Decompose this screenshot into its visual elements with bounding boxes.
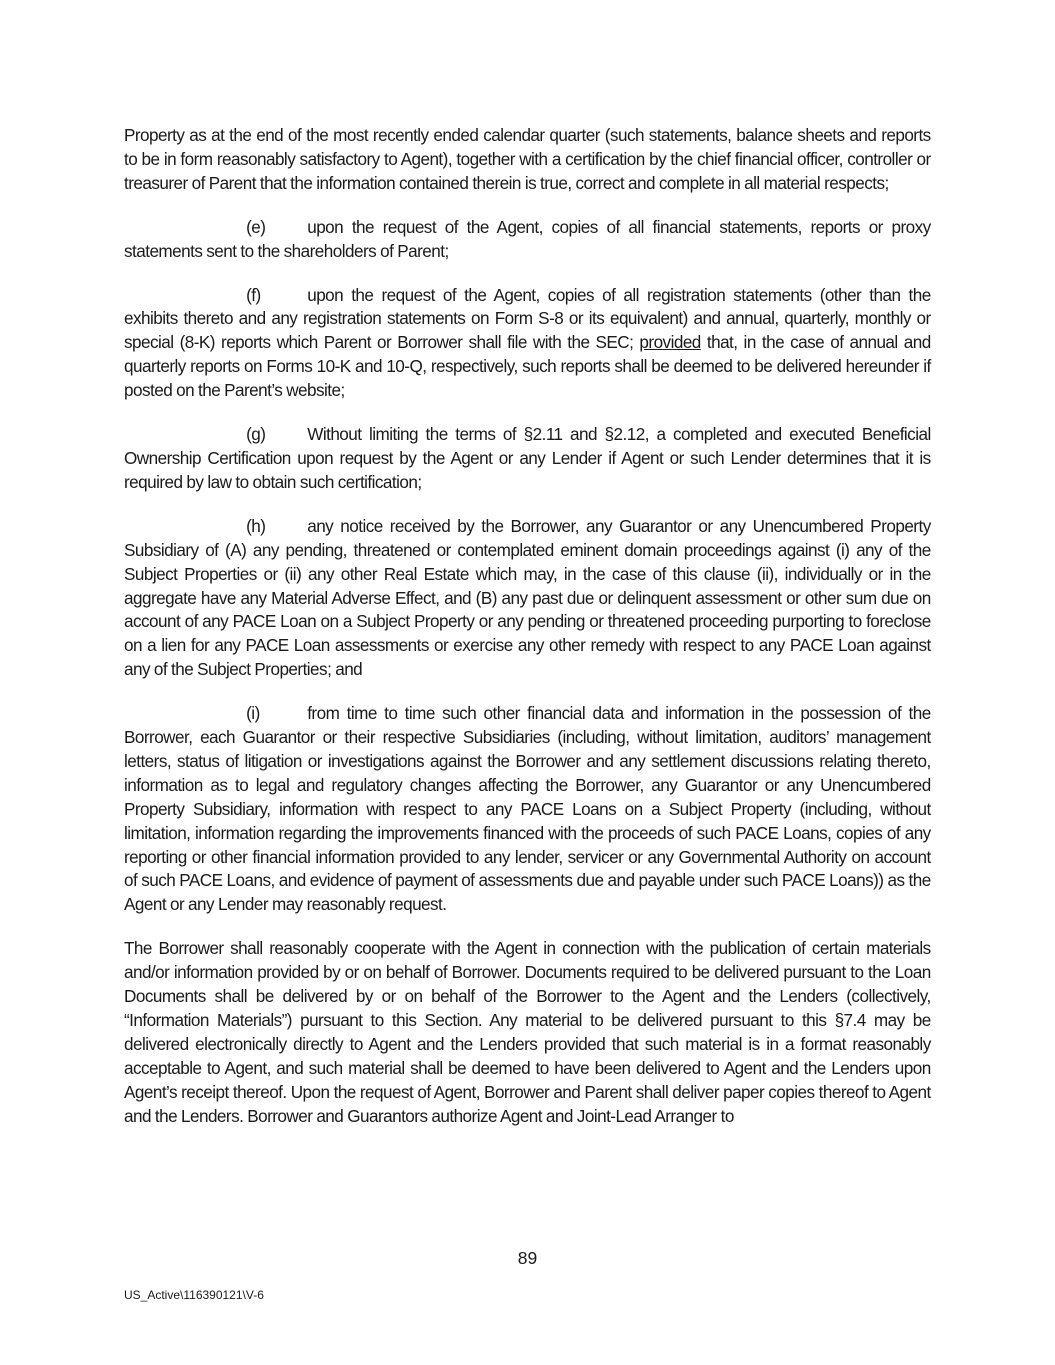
underlined-provided: provided [639, 332, 701, 353]
clause-e [124, 216, 931, 264]
document-page [124, 124, 931, 1129]
paragraph-continuation: Property as at the end of the most recently ended calendar quarter (such statements, balance sheets and reports to be in form reasonably satisfactory to Agent), together with a certification by the chief financial officer, controller or treasurer of Parent that the information contained therein is true, correct and complete in all material respects; [124, 125, 931, 193]
clause-f [124, 284, 931, 404]
clause-marker: (i) [246, 703, 260, 724]
clause-g [124, 423, 931, 495]
clause-text: any notice received by the Borrower, any Guarantor or any Unencumbered Property Subsidiary of (A) any pending, threatened or contemplated eminent domain proceedings against (i) any of the Subject Properties or (ii) any other Real Estate which may, in the case of this clause (ii), individually or in the aggregate have any Material Adverse Effect, and (B) any past due or delinquent assessment or other sum due on account of any PACE Loan on a Subject Property or any pending or threatened proceeding purporting to foreclose on a lien for any PACE Loan assessments or exercise any other remedy with respect to any PACE Loan against any of the Subject Properties; and [124, 515, 931, 680]
clause-text: from time to time such other financial data and information in the possession of the Borrower, each Guarantor or their respective Subsidiaries (including, without limitation, auditors’ management letters, status of litigation or investigations against the Borrower and any settlement discussions relating thereto, information as to legal and regulatory changes affecting the Borrower, any Guarantor or any Unencumbered Property Subsidiary, information with respect to any PACE Loans on a Subject Property (including, without limitation, information regarding the improvements financed with the proceeds of such PACE Loans, copies of any reporting or other financial information provided to any lender, servicer or any Governmental Authority on account of such PACE Loans, and evidence of payment of assessments due and payable under such PACE Loans)) as the Agent or any Lender may reasonably request. [124, 703, 931, 915]
clause-text: upon the request of the Agent, copies of all financial statements, reports or proxy statements sent to the shareholders of Parent; [124, 216, 931, 261]
clause-marker: (e) [246, 216, 266, 237]
clause-i [124, 702, 931, 917]
clause-marker: (h) [246, 515, 266, 536]
page-number: 89 [517, 1248, 538, 1268]
clause-text: Without limiting the terms of §2.11 and §2.12, a completed and executed Beneficial Ownership Certification upon request by the Agent or any Lender if Agent or such Lender determines that it is required by law to obtain such certification; [124, 424, 931, 492]
clause-text: upon the request of the Agent, copies of all registration statements (other than the exhibits thereto and any registration statements on Form S-8 or its equivalent) and annual, quarterly, monthly or special (8-K) reports which Parent or Borrower shall file with the SEC; [124, 284, 931, 353]
closing-paragraph: The Borrower shall reasonably cooperate with the Agent in connection with the publication of certain materials and/or information provided by or on behalf of Borrower. Documents required to be delivered pursuant to the Loan Documents shall be delivered by or on behalf of the Borrower to the Agent and the Lenders (collectively, “Information Materials”) pursuant to this Section. Any material to be delivered pursuant to this §7.4 may be delivered electronically directly to Agent and the Lenders provided that such material is in a format reasonably acceptable to Agent, and such material shall be deemed to have been delivered to Agent and the Lenders upon Agent’s receipt thereof. Upon the request of Agent, Borrower and Parent shall deliver paper copies thereof to Agent and the Lenders. Borrower and Guarantors authorize Agent and Joint-Lead Arranger to [124, 938, 931, 1126]
clause-h [124, 515, 931, 682]
clause-marker: (g) [246, 424, 266, 445]
clause-text-continued: that, in the case of annual and quarterly reports on Forms 10-K and 10-Q, respectively, such reports shall be deemed to be delivered hereunder if posted on the Parent’s website; [124, 332, 931, 401]
clause-marker: (f) [246, 284, 261, 305]
document-id-footer: US_Active\116390121\V-6 [124, 1288, 264, 1302]
